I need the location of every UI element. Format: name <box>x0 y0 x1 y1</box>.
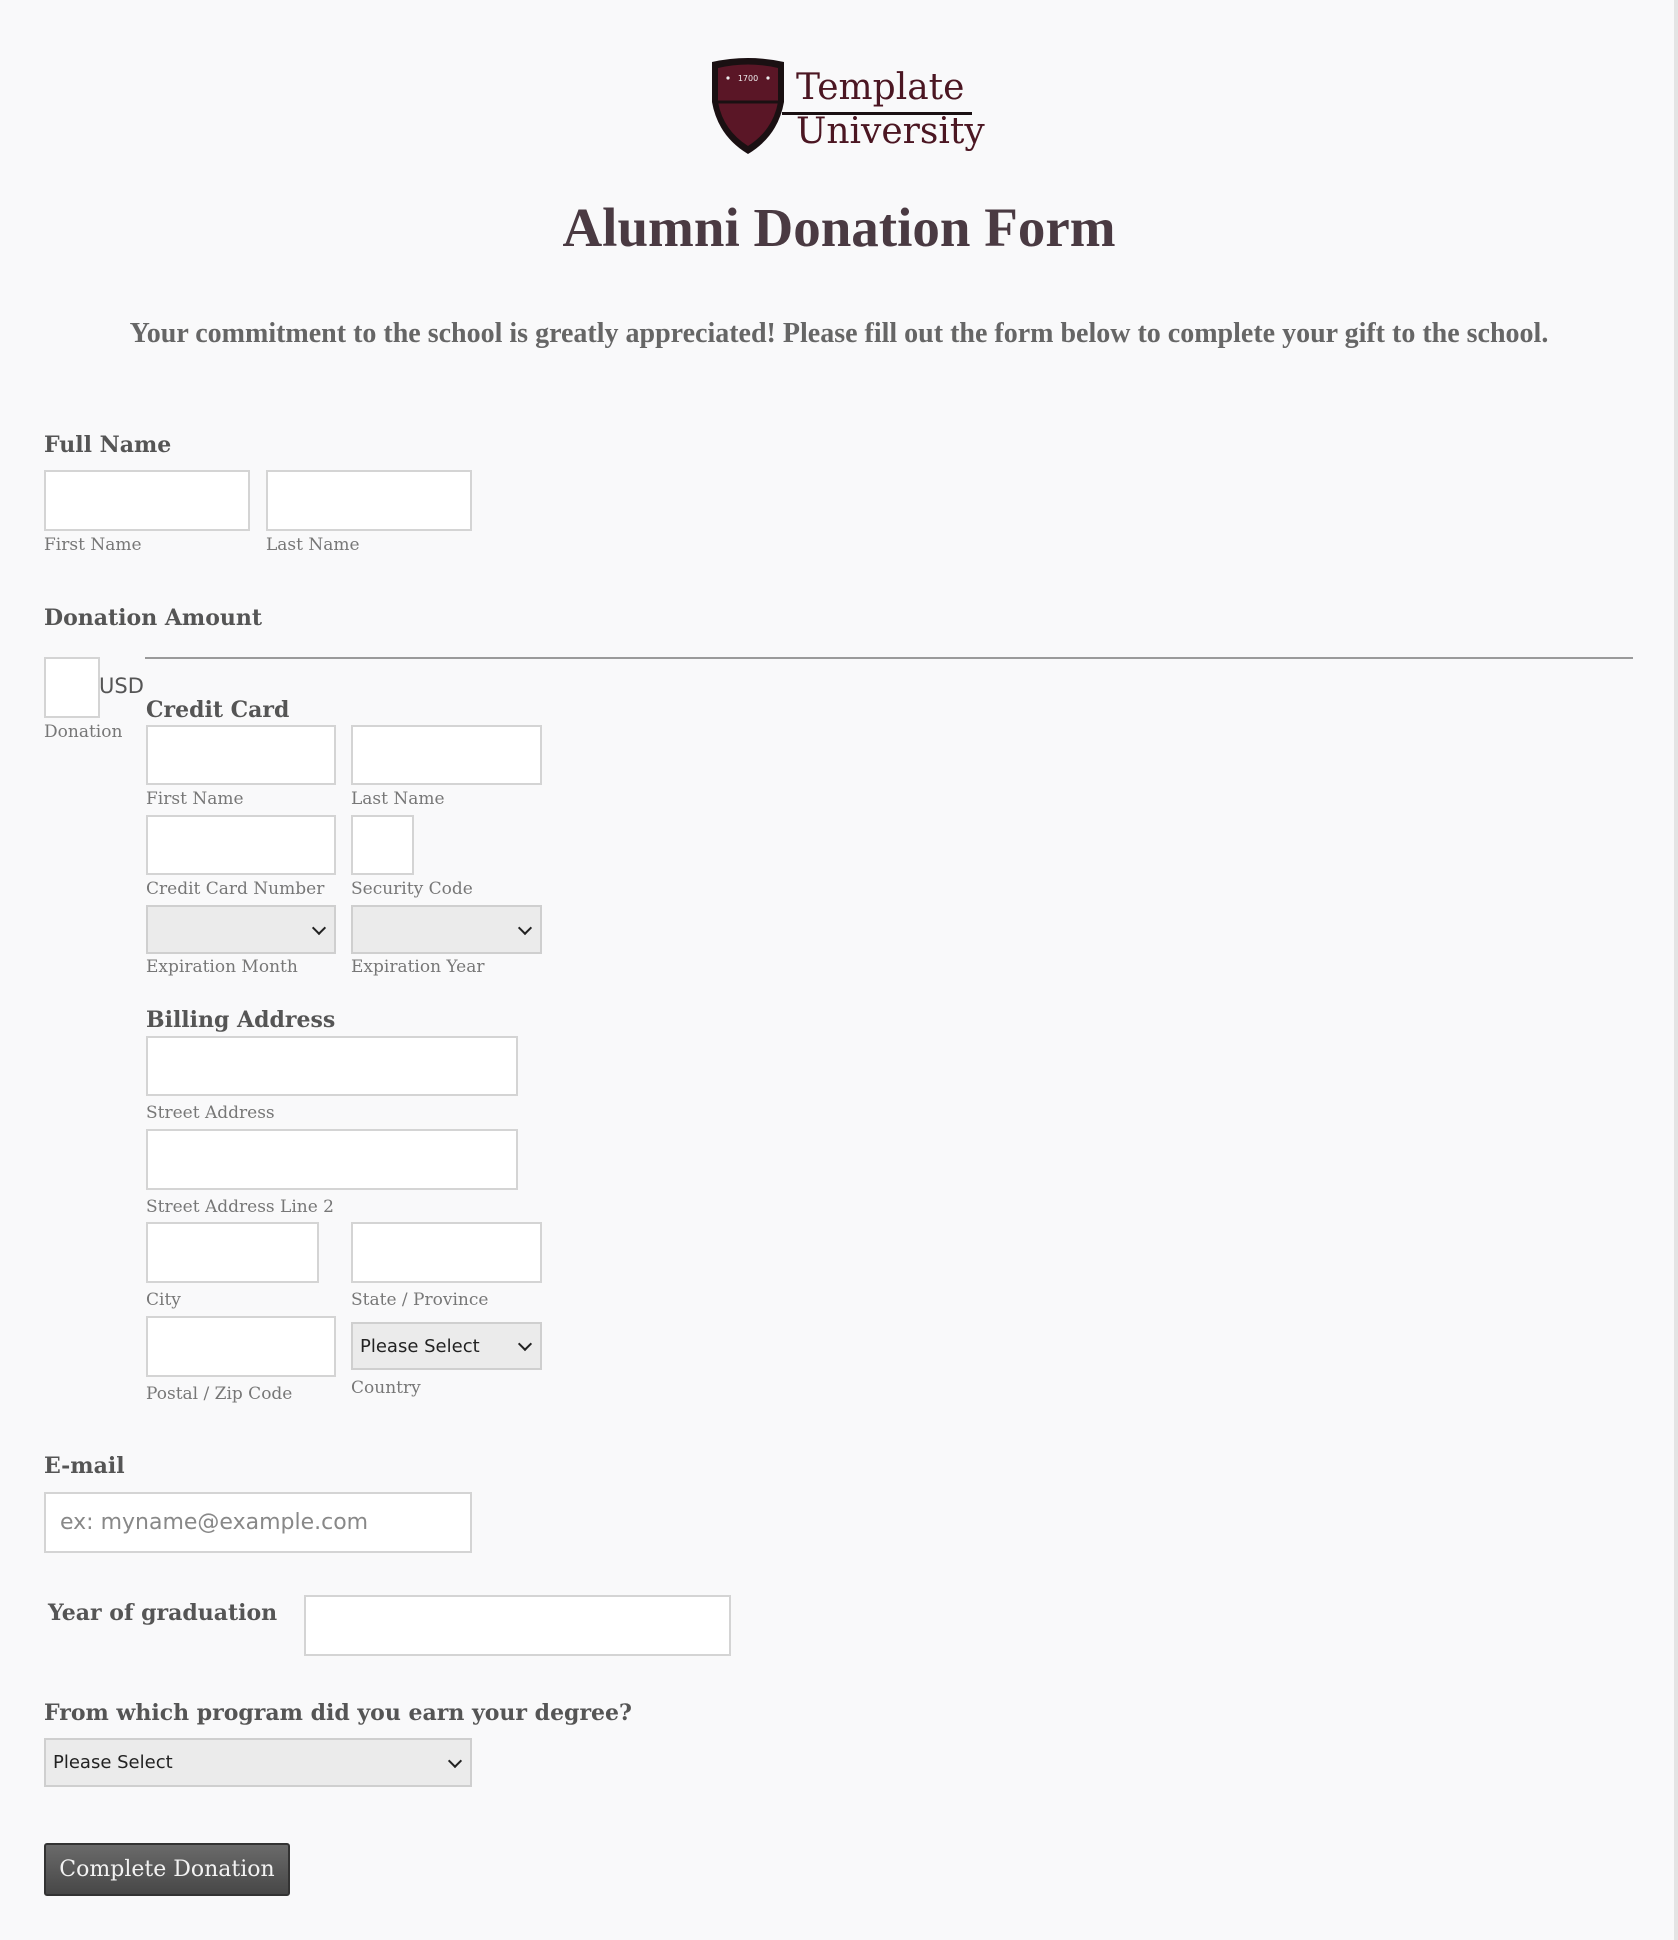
graduation-year-label: Year of graduation <box>48 1600 278 1626</box>
country-select-value: Please Select <box>360 1335 480 1357</box>
email-field[interactable] <box>44 1492 472 1553</box>
logo-line-2: University <box>796 111 985 152</box>
page-title: Alumni Donation Form <box>562 197 1116 258</box>
country-select[interactable] <box>351 1322 542 1370</box>
email-label: E-mail <box>44 1453 125 1479</box>
first-name-sublabel: First Name <box>44 535 142 555</box>
postal-code-input[interactable] <box>146 1316 336 1377</box>
last-name-sublabel: Last Name <box>266 535 360 555</box>
card-number-input[interactable] <box>146 815 336 875</box>
last-name-input[interactable] <box>266 470 472 531</box>
intro-text: Your commitment to the school is greatly appreciated! Please fill out the form below to complete your gift to the school. <box>129 318 1549 349</box>
security-code-sublabel: Security Code <box>351 879 473 899</box>
program-select[interactable] <box>44 1738 472 1787</box>
country-sublabel: Country <box>351 1378 421 1398</box>
credit-card-label: Credit Card <box>146 697 290 723</box>
postal-code-sublabel: Postal / Zip Code <box>146 1384 293 1404</box>
seal-year: 1700 <box>737 74 759 83</box>
section-divider <box>145 657 1633 659</box>
chevron-down-icon <box>518 1337 532 1351</box>
card-first-name-input[interactable] <box>146 725 336 785</box>
billing-address-label: Billing Address <box>146 1007 336 1033</box>
security-code-input[interactable] <box>351 815 414 875</box>
university-logo <box>708 56 985 161</box>
state-sublabel: State / Province <box>351 1290 489 1310</box>
street-address-2-sublabel: Street Address Line 2 <box>146 1197 334 1217</box>
card-first-name-sublabel: First Name <box>146 789 244 809</box>
city-sublabel: City <box>146 1290 181 1310</box>
full-name-label: Full Name <box>44 432 172 458</box>
chevron-down-icon <box>518 920 532 934</box>
donation-sublabel: Donation <box>44 722 123 742</box>
card-number-sublabel: Credit Card Number <box>146 879 325 899</box>
expiration-month-select[interactable] <box>146 905 336 954</box>
program-select-value: Please Select <box>53 1752 173 1773</box>
first-name-input[interactable] <box>44 470 250 531</box>
street-address-2-input[interactable] <box>146 1129 518 1190</box>
donation-amount-input[interactable] <box>44 657 100 718</box>
chevron-down-icon <box>312 920 326 934</box>
complete-donation-button[interactable]: Complete Donation <box>44 1843 290 1896</box>
expiration-year-select[interactable] <box>351 905 542 954</box>
shield-icon <box>708 56 788 156</box>
card-last-name-sublabel: Last Name <box>351 789 445 809</box>
card-last-name-input[interactable] <box>351 725 542 785</box>
email-placeholder: ex: myname@example.com <box>60 1510 369 1535</box>
street-address-input[interactable] <box>146 1036 518 1096</box>
program-label: From which program did you earn your degree? <box>44 1700 632 1726</box>
logo-line-1: Template <box>796 67 965 108</box>
expiration-month-sublabel: Expiration Month <box>146 957 298 977</box>
state-input[interactable] <box>351 1222 542 1283</box>
expiration-year-sublabel: Expiration Year <box>351 957 485 977</box>
currency-label: USD <box>99 674 144 698</box>
graduation-year-input[interactable] <box>304 1595 731 1656</box>
chevron-down-icon <box>448 1753 462 1767</box>
city-input[interactable] <box>146 1222 319 1283</box>
street-address-sublabel: Street Address <box>146 1103 275 1123</box>
donation-amount-label: Donation Amount <box>44 605 263 631</box>
scrollbar-track[interactable] <box>1674 0 1678 1940</box>
